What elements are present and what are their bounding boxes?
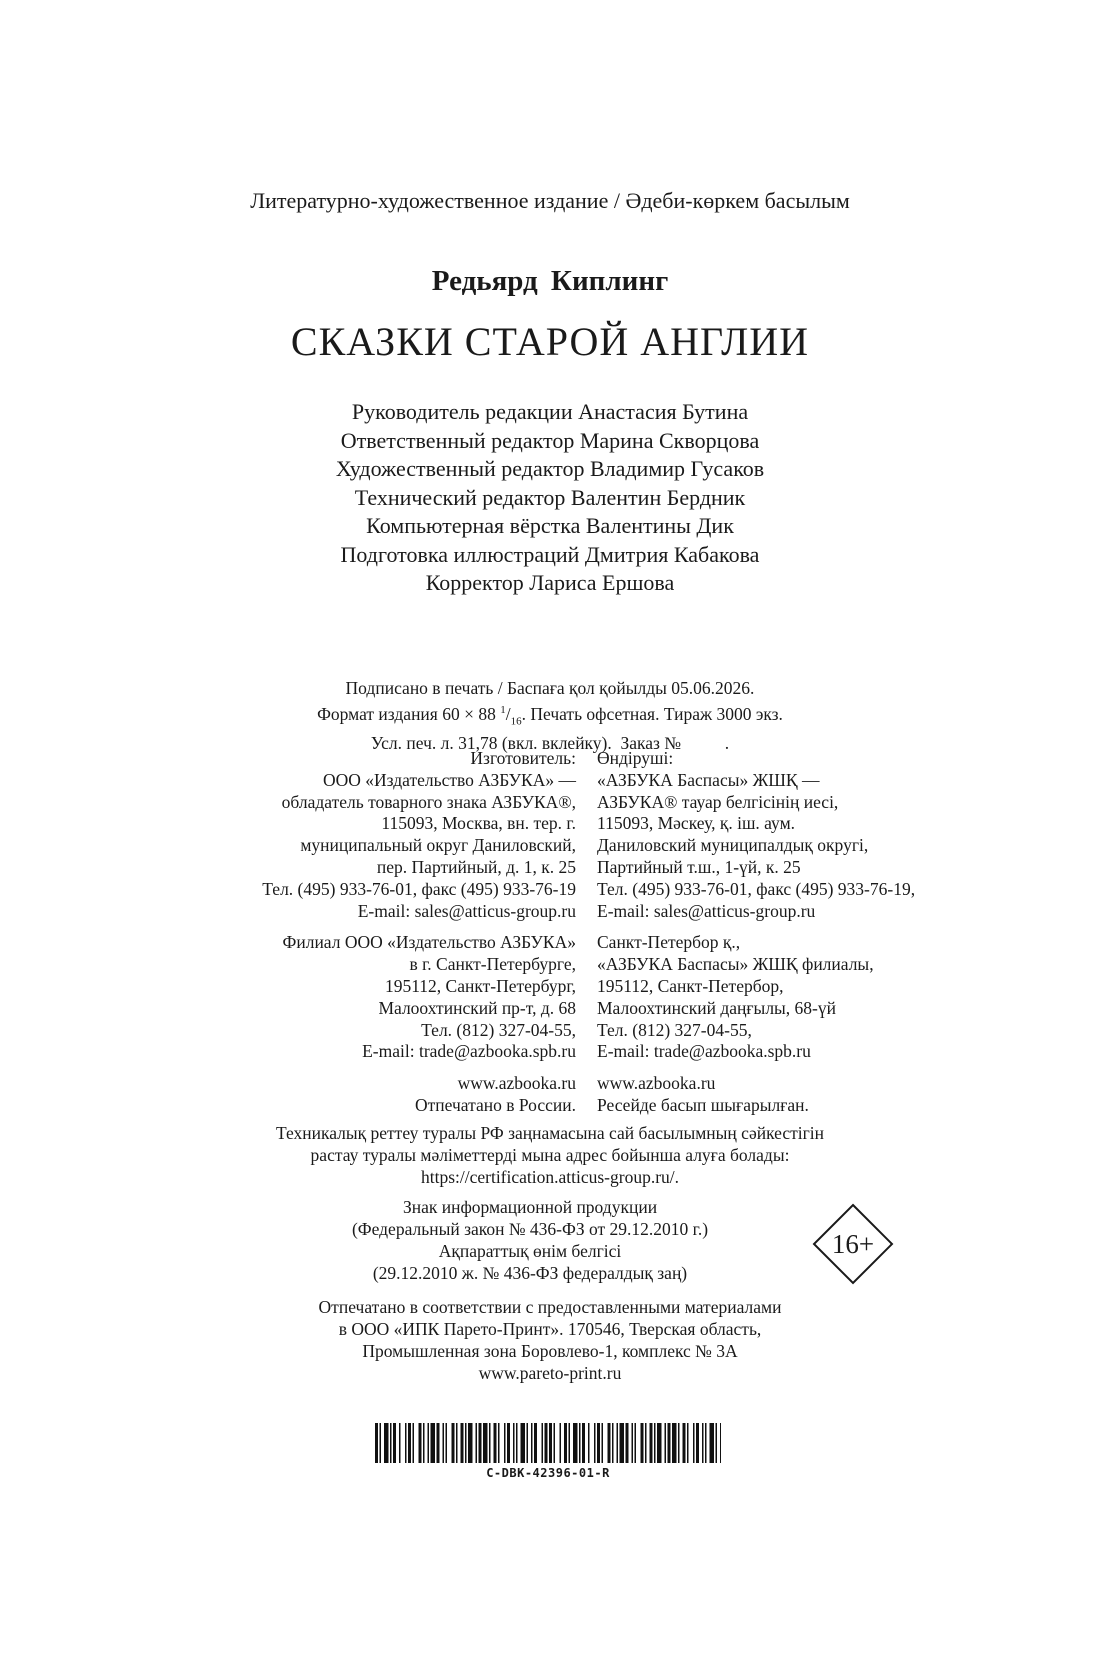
barcode-bar (582, 1423, 585, 1463)
barcode-bar (542, 1423, 544, 1463)
barcode-bar (507, 1423, 510, 1463)
manufacturer-kz-line: E-mail: sales@atticus-group.ru (597, 900, 816, 921)
manufacturer-kz-line: Өндіруші: (597, 748, 674, 768)
barcode-bar (626, 1423, 629, 1463)
barcode-bar (513, 1423, 515, 1463)
barcode-bar (405, 1423, 407, 1463)
barcode-bar (696, 1423, 699, 1463)
age-rating-diamond-icon (812, 1203, 894, 1285)
manufacturer-ru-line: муниципальный округ Даниловский, (300, 835, 576, 856)
barcode-bar (645, 1423, 647, 1463)
tech-regulation-note (0, 1122, 1100, 1188)
barcode (375, 1423, 721, 1463)
barcode-bar (668, 1423, 671, 1463)
barcode-bar (597, 1423, 600, 1463)
barcode-bar (534, 1423, 537, 1463)
age-rating-badge (812, 1203, 894, 1285)
manufacturer-kz-line: Даниловский муниципалдық округі, (597, 835, 869, 856)
barcode-bar (476, 1423, 478, 1463)
barcode-bar (678, 1423, 680, 1463)
web-kz-line: www.azbooka.ru (597, 1073, 716, 1094)
print-info (0, 677, 1100, 754)
barcode-bar (489, 1423, 491, 1463)
barcode-bar (560, 1423, 562, 1463)
manufacturer-kz-line: АЗБУКА® тауар белгісінің иесі, (597, 791, 839, 812)
barcode-bar (390, 1423, 392, 1463)
author-name: Редьярд Киплинг (431, 265, 669, 297)
barcode-bar (683, 1423, 686, 1463)
credit-line: Ответственный редактор Марина Скворцова (340, 427, 760, 453)
credit-line: Подготовка иллюстраций Дмитрия Кабакова (340, 541, 760, 567)
tech-reg-line: растау туралы мәліметтерді мына адрес бойынша алуға болады: (310, 1145, 790, 1165)
manufacturer-ru-line: пер. Партийный, д. 1, к. 25 (376, 856, 576, 877)
branch-kz-line: Малоохтинский даңғылы, 68-үй (597, 997, 837, 1018)
barcode-bar (521, 1423, 526, 1463)
barcode-bar (375, 1423, 378, 1463)
barcode-bar (461, 1423, 464, 1463)
manufacturer-ru-line: Изготовитель: (470, 748, 576, 768)
barcode-bar (705, 1423, 707, 1463)
branch-ru-line: Филиал ООО «Издательство АЗБУКА» (282, 932, 576, 953)
signed-line: Подписано в печать / Баспаға қол қойылды 05.06.2026. (345, 678, 755, 698)
branch-kz-line: E-mail: trade@azbooka.spb.ru (597, 1041, 811, 1062)
barcode-bar (437, 1423, 440, 1463)
barcode-bar (399, 1423, 401, 1463)
barcode-bar (620, 1423, 625, 1463)
branch-ru-line: Тел. (812) 327-04-55, (421, 1019, 576, 1040)
barcode-bar (632, 1423, 634, 1463)
web-kz-line: Ресейде басып шығарылған. (597, 1094, 809, 1115)
printer-line: в ООО «ИПК Парето-Принт». 170546, Тверская область, (338, 1319, 762, 1339)
barcode-bar (710, 1423, 715, 1463)
tech-reg-line: https://certification.atticus-group.ru/. (420, 1167, 680, 1187)
barcode-bar (720, 1423, 721, 1463)
credit-line: Руководитель редакции Анастасия Бутина (351, 399, 749, 424)
barcode-bar (494, 1423, 497, 1463)
barcode-bar (650, 1423, 653, 1463)
barcode-bar (393, 1423, 396, 1463)
barcode-bar (384, 1423, 389, 1463)
manufacturer-kz-line: Тел. (495) 933-76-01, факс (495) 933-76-19, (597, 878, 916, 899)
barcode-bar (380, 1423, 382, 1463)
barcode-bar (602, 1423, 604, 1463)
info-sign-line: (Федеральный закон № 436-ФЗ от 29.12.2010 г.) (351, 1219, 709, 1239)
barcode-bar (687, 1423, 689, 1463)
web-ru-line: www.azbooka.ru (457, 1073, 576, 1094)
barcode-bar (579, 1423, 581, 1463)
barcode-bar (554, 1423, 556, 1463)
format-suffix: . Печать офсетная. Тираж 3000 экз. (521, 703, 783, 724)
barcode-bar (693, 1423, 695, 1463)
branch-kz-line: Санкт-Петербор қ., (597, 932, 741, 953)
web-ru-line: Отпечатано в России. (415, 1094, 576, 1115)
barcode-bar (516, 1423, 518, 1463)
manufacturer-ru-line: ООО «Издательство АЗБУКА» — (322, 769, 576, 790)
barcode-bar (465, 1423, 467, 1463)
credit-line: Корректор Лариса Ершова (425, 570, 675, 595)
printer-line: Промышленная зона Боровлево-1, комплекс № 3А (362, 1341, 738, 1361)
barcode-bar (569, 1423, 571, 1463)
age-rating-text: 16+ (831, 1229, 875, 1259)
branch-ru-line: E-mail: trade@azbooka.spb.ru (362, 1041, 576, 1062)
publisher-info-kz (597, 748, 915, 1117)
barcode-bar (588, 1423, 590, 1463)
info-sign-line: (29.12.2010 ж. № 436-ФЗ федералдық заң) (372, 1263, 688, 1283)
barcode-bar (641, 1423, 644, 1463)
barcode-bar (423, 1423, 425, 1463)
branch-ru-line: Малоохтинский пр-т, д. 68 (378, 997, 576, 1018)
barcode-bar (413, 1423, 415, 1463)
barcode-bar (468, 1423, 473, 1463)
barcode-bar (654, 1423, 656, 1463)
barcode-bar (431, 1423, 436, 1463)
barcode-bar (608, 1423, 611, 1463)
barcode-bar (612, 1423, 614, 1463)
branch-kz-line: «АЗБУКА Баспасы» ЖШҚ филиалы, (597, 954, 874, 975)
format-line: Формат издания 60 × 88 $^1/_{16}$. Печать офсетная. Тираж 3000 экз. (317, 703, 783, 728)
printer-info (0, 1296, 1100, 1384)
barcode-bar (428, 1423, 430, 1463)
barcode-bar (498, 1423, 500, 1463)
barcode-bar (564, 1423, 567, 1463)
barcode-bar (573, 1423, 578, 1463)
credit-line: Технический редактор Валентин Бердник (354, 484, 746, 510)
format-numerator: 1 (500, 704, 506, 716)
book-title: СКАЗКИ СТАРОЙ АНГЛИИ (290, 319, 810, 364)
branch-ru-line: 195112, Санкт-Петербург, (384, 975, 576, 996)
barcode-bar (531, 1423, 533, 1463)
edition-type: Литературно-художественное издание / Әдеби-көркем басылым (250, 188, 850, 213)
barcode-bar (657, 1423, 662, 1463)
branch-kz-line: 195112, Санкт-Петербор, (597, 975, 784, 996)
info-sign-line: Ақпараттық өнім белгісі (438, 1241, 622, 1261)
credits-list (0, 398, 1100, 598)
barcode-bar (446, 1423, 448, 1463)
barcode-bar (419, 1423, 422, 1463)
manufacturer-ru-line: 115093, Москва, вн. тер. г. (381, 813, 576, 834)
branch-ru-line: в г. Санкт-Петербурге, (409, 954, 576, 975)
format-denominator: 16 (510, 715, 522, 728)
credit-line: Художественный редактор Владимир Гусаков (335, 456, 765, 481)
branch-kz-line: Тел. (812) 327-04-55, (597, 1019, 752, 1040)
printer-line: Отпечатано в соответствии с предоставленными материалами (318, 1297, 782, 1317)
tech-reg-line: Техникалық реттеу туралы РФ заңнамасына сай басылымның сәйкестігін (275, 1123, 825, 1143)
barcode-bar (635, 1423, 637, 1463)
barcode-bar (545, 1423, 548, 1463)
barcode-bar (527, 1423, 529, 1463)
barcode-bar (479, 1423, 482, 1463)
barcode-bar (408, 1423, 411, 1463)
publisher-info-ru (262, 748, 576, 1117)
barcode-bar (549, 1423, 552, 1463)
info-product-sign (250, 1196, 810, 1284)
barcode-bar (504, 1423, 506, 1463)
barcode-bar (456, 1423, 458, 1463)
credit-line: Компьютерная вёрстка Валентины Дик (366, 513, 734, 538)
barcode-bar (617, 1423, 619, 1463)
barcode-bar (672, 1423, 677, 1463)
manufacturer-kz-line: 115093, Мәскеу, қ. іш. аум. (597, 813, 796, 834)
manufacturer-kz-line: «АЗБУКА Баспасы» ЖШҚ — (597, 769, 820, 790)
barcode-bar (665, 1423, 667, 1463)
format-prefix: Формат издания 60 × 88 (317, 703, 501, 724)
manufacturer-kz-line: Партийный т.ш., 1-үй, к. 25 (597, 856, 801, 877)
printer-line: www.pareto-print.ru (478, 1363, 622, 1383)
barcode-icon (375, 1423, 721, 1463)
barcode-bar (483, 1423, 488, 1463)
barcode-bar (716, 1423, 718, 1463)
barcode-bar (443, 1423, 445, 1463)
info-sign-line: Знак информационной продукции (402, 1197, 658, 1217)
sheets-line: Усл. печ. л. 31,78 (вкл. вклейку). Заказ № . (370, 733, 730, 754)
barcode-bar (452, 1423, 455, 1463)
barcode-text: C-DBK-42396-01-R (486, 1466, 610, 1480)
barcode-bar (702, 1423, 704, 1463)
manufacturer-ru-line: Тел. (495) 933-76-01, факс (495) 933-76-19 (262, 878, 576, 899)
manufacturer-ru-line: обладатель товарного знака АЗБУКА®, (281, 791, 576, 812)
manufacturer-ru-line: E-mail: sales@atticus-group.ru (357, 900, 576, 921)
barcode-bar (594, 1423, 596, 1463)
